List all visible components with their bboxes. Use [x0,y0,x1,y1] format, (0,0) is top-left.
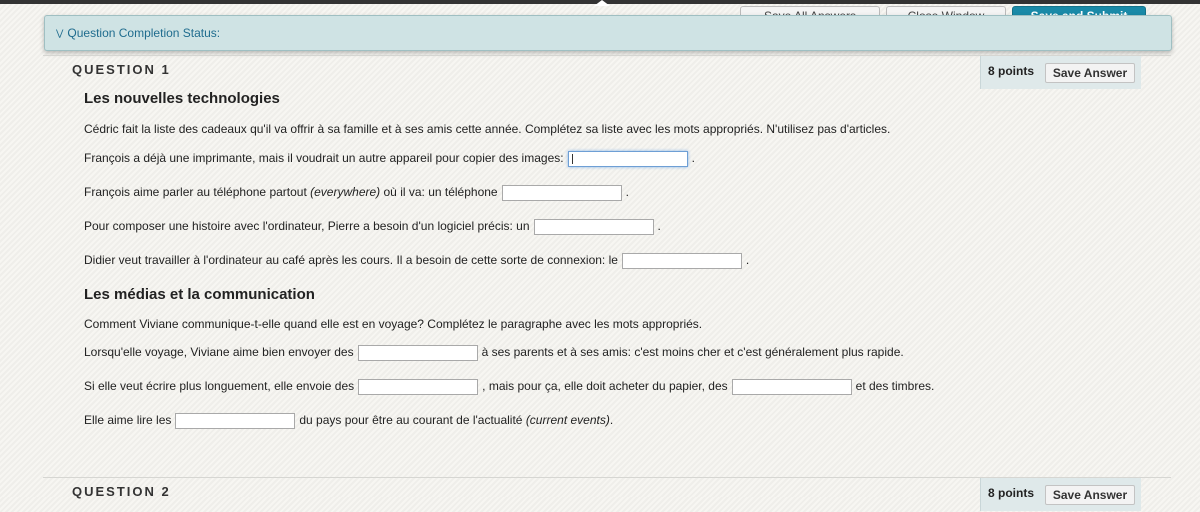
answer-field-8[interactable] [175,413,295,429]
item-4-end: . [745,253,750,268]
line-1-end: à ses parents et à ses amis: c'est moins cher et c'est généralement plus rapide. [481,345,904,360]
line-2-middle: , mais pour ça, elle doit acheter du papier, des [482,379,728,394]
item-2-italic: (everywhere) [310,185,381,200]
answer-field-2[interactable] [502,185,622,201]
answer-field-1[interactable] [568,151,688,167]
item-2-text: François aime parler au téléphone partout [84,185,311,200]
section2-instructions: Comment Viviane communique-t-elle quand elle est en voyage? Complétez le paragraphe avec les mots appropriés. [84,317,703,331]
line-3-text-2: du pays pour être au courant de l'actualité [299,413,526,428]
paragraph-line-2 [84,379,934,395]
item-1 [84,151,695,167]
answer-field-4[interactable] [622,253,742,269]
question-1-save-answer-button[interactable]: Save Answer [1045,63,1135,83]
question-2-points: 8 points [988,486,1035,500]
question-1-points: 8 points [988,64,1035,78]
paragraph-line-1 [84,345,904,361]
top-notch [594,0,610,6]
line-2-end: et des timbres. [855,379,935,394]
answer-field-5[interactable] [358,345,478,361]
question-1-actions [980,56,1141,89]
question-2-header [43,477,1171,512]
question-completion-status[interactable] [44,15,1172,51]
paragraph-line-3 [84,413,613,429]
item-2-end: . [625,185,629,200]
answer-field-7[interactable] [732,379,852,395]
item-2 [84,185,629,201]
section-heading-medias: Les médias et la communication [84,286,315,303]
item-4 [84,253,749,269]
item-3 [84,219,661,235]
question-1-header [43,55,1171,90]
item-3-text: Pour composer une histoire avec l'ordinateur, Pierre a besoin d'un logiciel précis: un [84,219,530,234]
question-2-title: QUESTION 2 [72,484,171,499]
line-3-italic: (current events) [525,413,610,428]
item-2-text-2: où il va: un téléphone [380,185,498,200]
item-1-text: François a déjà une imprimante, mais il voudrait un autre appareil pour copier des images: [84,151,564,166]
item-4-text: Didier veut travailler à l'ordinateur au café après les cours. Il a besoin de cette sorte de connexion: le [84,253,618,268]
question-2-actions [980,478,1141,511]
item-1-end: . [691,151,695,166]
item-3-end: . [657,219,661,234]
line-3-end: . [609,413,614,428]
section1-instructions: Cédric fait la liste des cadeaux qu'il va offrir à sa famille et à ses amis cette année. Complétez sa liste avec les mots appropriés. N'utilisez pas d'articles. [84,122,891,136]
chevron-down-icon: ⋁ [56,27,64,38]
question-2-save-answer-button[interactable]: Save Answer [1045,485,1135,505]
answer-field-3[interactable] [534,219,654,235]
question-1-title: QUESTION 1 [72,62,171,77]
status-label: Question Completion Status: [67,26,221,40]
line-1-text: Lorsqu'elle voyage, Viviane aime bien envoyer des [84,345,354,360]
answer-field-6[interactable] [358,379,478,395]
section-heading-technologies: Les nouvelles technologies [84,90,280,107]
line-2-text: Si elle veut écrire plus longuement, elle envoie des [84,379,355,394]
line-3-text: Elle aime lire les [84,413,172,428]
